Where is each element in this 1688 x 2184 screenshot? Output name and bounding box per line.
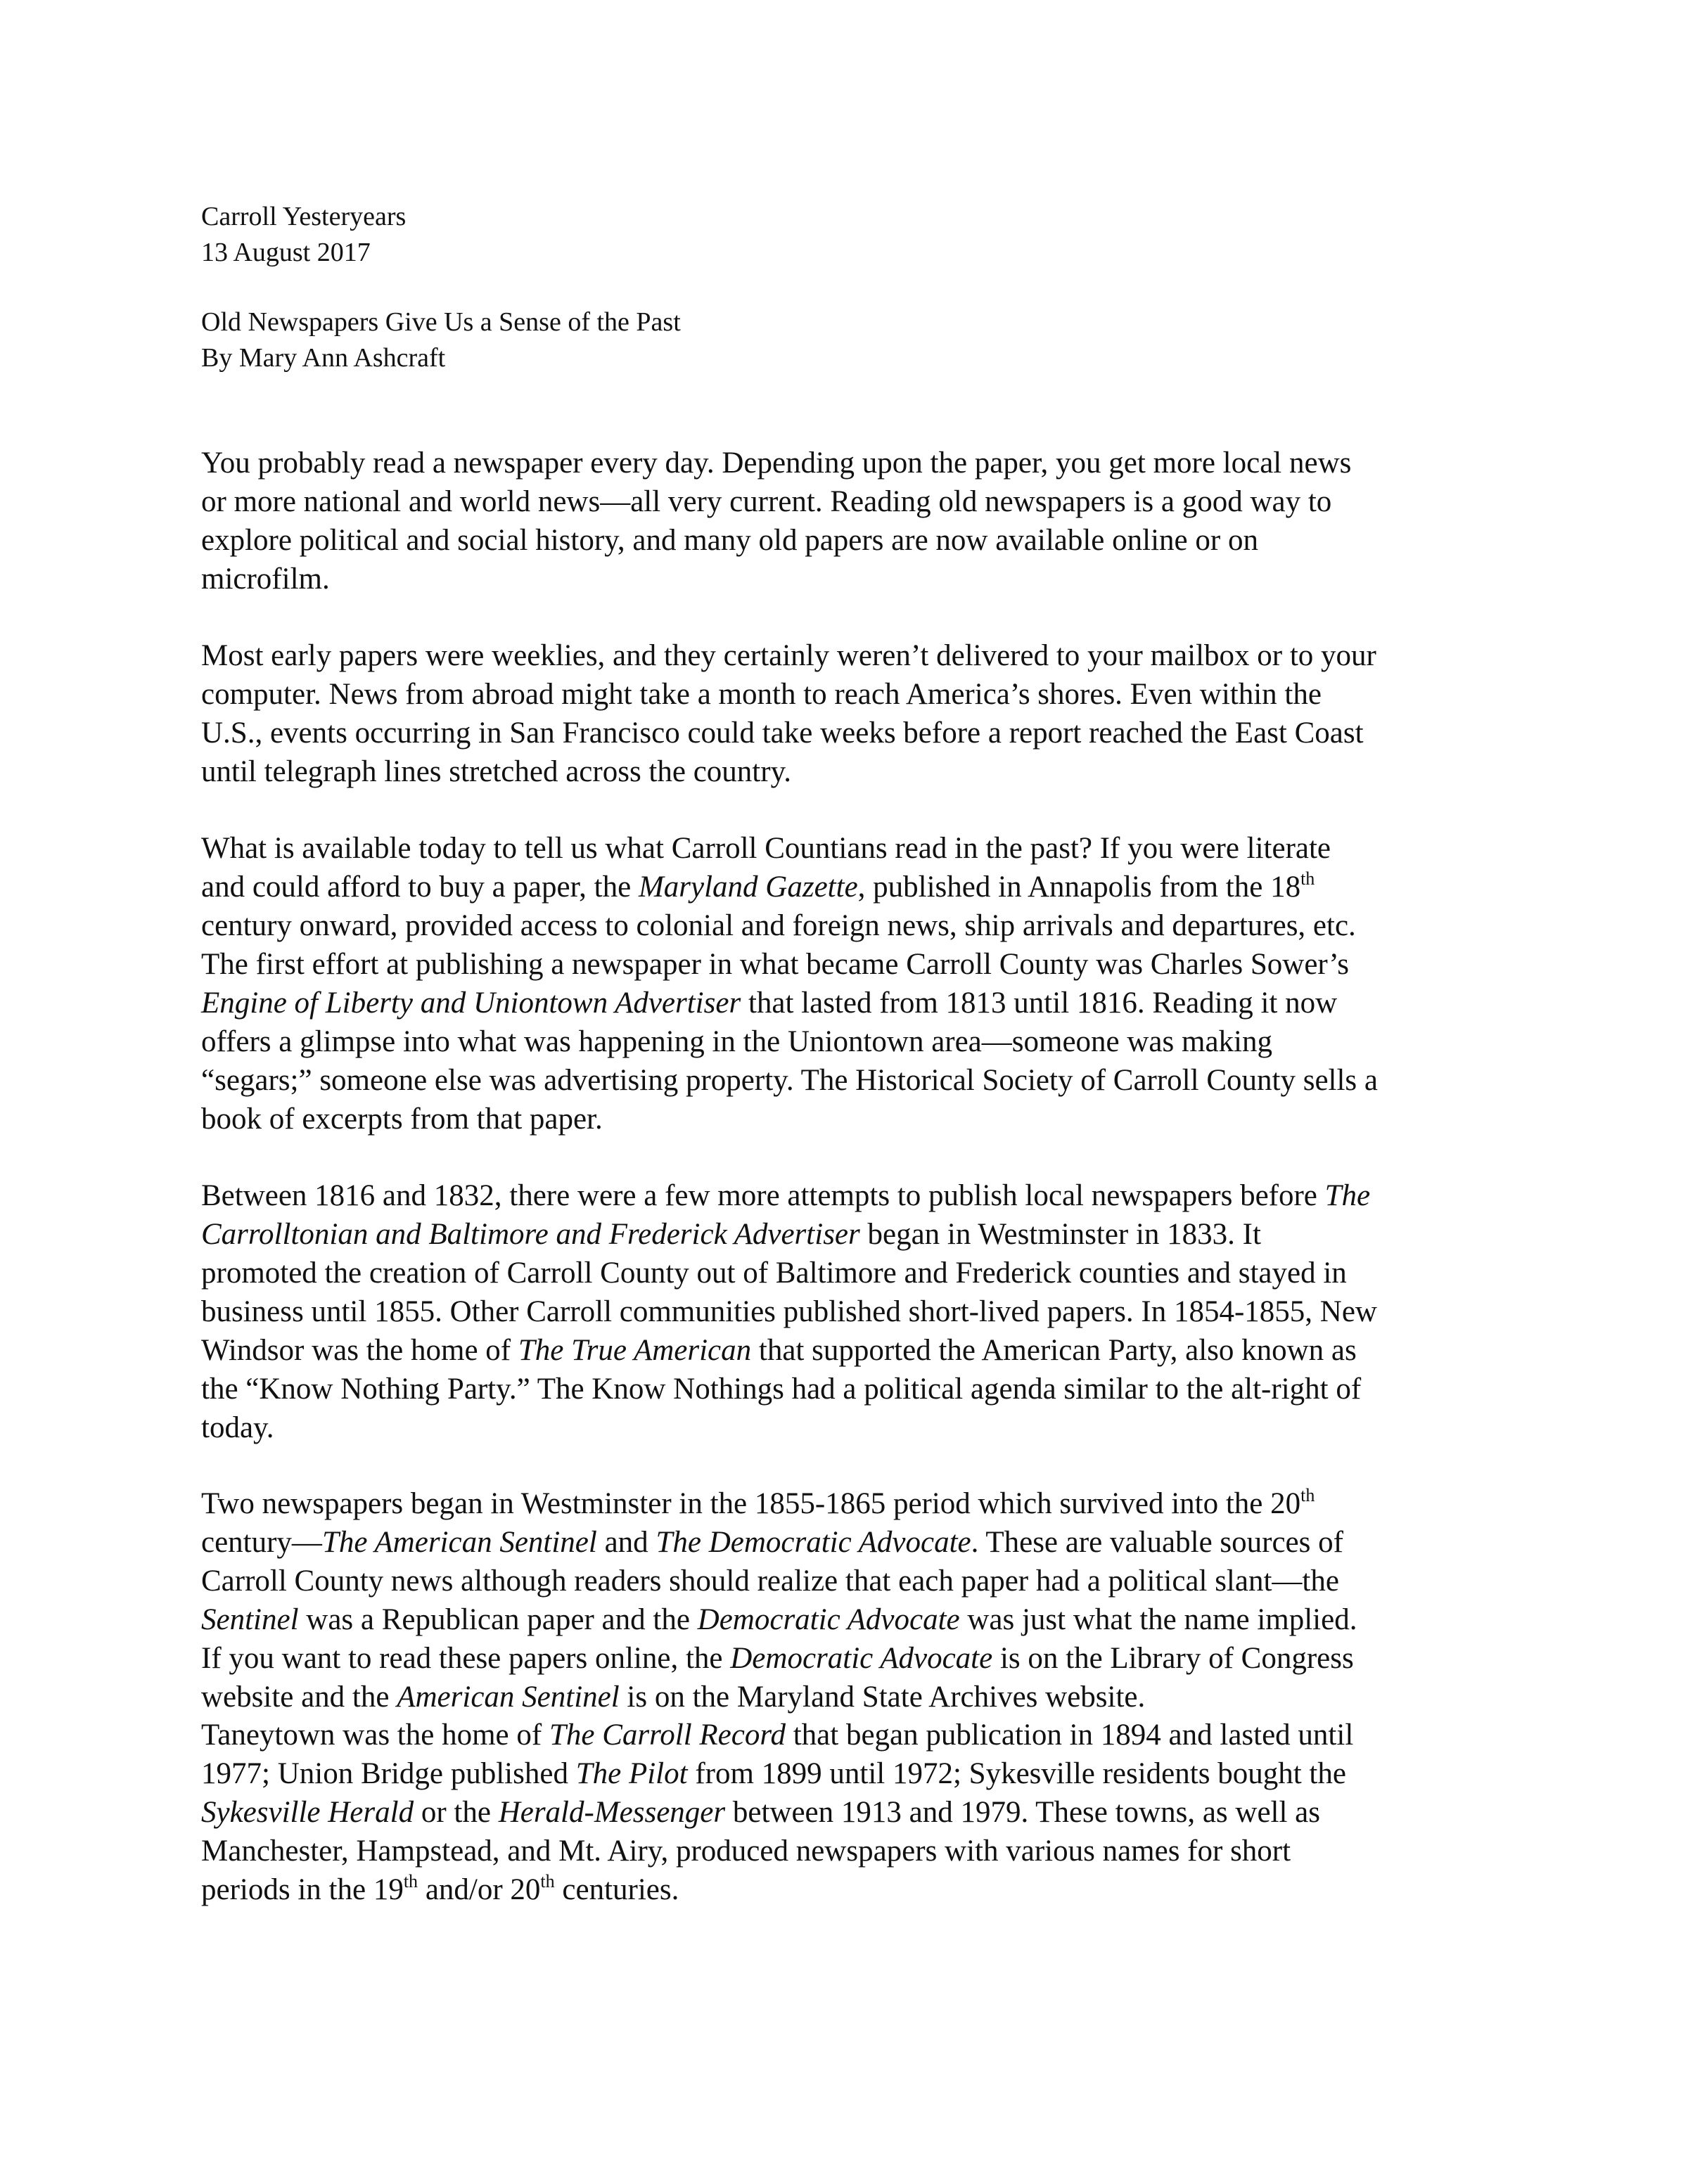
text-run: Most early papers were weeklies, and they certainly weren’t delivered to your mailbox or to your	[201, 639, 1376, 672]
text-line	[201, 1678, 1509, 1716]
text-line	[201, 1254, 1509, 1292]
text-line	[201, 1331, 1509, 1370]
text-line	[201, 945, 1509, 984]
text-line	[201, 984, 1509, 1022]
text-run: If you want to read these papers online, the	[201, 1642, 731, 1675]
ordinal-superscript: th	[1300, 1485, 1315, 1505]
body-paragraph	[201, 636, 1509, 791]
text-run: business until 1855. Other Carroll communities published short-lived papers. In 1854-1855, New	[201, 1295, 1377, 1328]
text-line	[201, 1832, 1509, 1870]
ordinal-superscript: th	[403, 1871, 418, 1891]
text-run: promoted the creation of Carroll County out of Baltimore and Frederick counties and stayed in	[201, 1257, 1347, 1290]
text-run: “segars;” someone else was advertising property. The Historical Society of Carroll County sells a	[201, 1064, 1378, 1097]
publication-name: Democratic Advocate	[697, 1603, 960, 1636]
text-line	[201, 829, 1509, 868]
text-run: What is available today to tell us what Carroll Countians read in the past? If you were literate	[201, 832, 1331, 865]
ordinal-superscript: th	[540, 1871, 555, 1891]
text-run: The first effort at publishing a newspaper in what became Carroll County was Charles Sower’s	[201, 948, 1350, 981]
text-run: or the	[414, 1796, 499, 1829]
text-run: and/or 20	[418, 1873, 541, 1906]
publication-name: The American Sentinel	[321, 1526, 597, 1559]
text-run: century onward, provided access to colonial and foreign news, ship arrivals and departures, etc.	[201, 909, 1356, 942]
text-line	[201, 1793, 1509, 1832]
text-run: until telegraph lines stretched across the country.	[201, 755, 792, 788]
text-run: Taneytown was the home of	[201, 1719, 549, 1752]
text-line	[201, 1716, 1509, 1754]
publication-date: 13 August 2017	[201, 238, 371, 267]
text-line	[201, 1408, 1509, 1447]
text-run: book of excerpts from that paper.	[201, 1103, 603, 1136]
text-run: century—	[201, 1526, 322, 1559]
text-line	[201, 1639, 1509, 1678]
text-run: began in Westminster in 1833. It	[859, 1218, 1261, 1251]
column-name: Carroll Yesteryears	[201, 202, 407, 231]
body-paragraph	[201, 829, 1509, 1138]
column-header	[201, 199, 1537, 271]
text-run: website and the	[201, 1681, 397, 1714]
publication-name: American Sentinel	[397, 1681, 620, 1714]
publication-name: Democratic Advocate	[730, 1642, 993, 1675]
publication-name: Herald-Messenger	[498, 1796, 726, 1829]
text-run: from 1899 until 1972; Sykesville residents bought the	[687, 1757, 1346, 1790]
text-run: that supported the American Party, also known as	[751, 1334, 1357, 1367]
body-paragraph	[201, 444, 1509, 598]
body-paragraph	[201, 1484, 1509, 1716]
text-run: is on the Maryland State Archives website.	[619, 1681, 1146, 1714]
text-line	[201, 482, 1509, 521]
text-line	[201, 444, 1509, 482]
text-line	[201, 1061, 1509, 1100]
text-line	[201, 1562, 1509, 1600]
text-run: or more national and world news—all very current. Reading old newspapers is a good way to	[201, 485, 1332, 518]
text-line	[201, 1484, 1509, 1523]
text-run: . These are valuable sources of	[971, 1526, 1343, 1559]
text-run: Windsor was the home of	[201, 1334, 518, 1367]
publication-name: The Pilot	[575, 1757, 688, 1790]
text-run: computer. News from abroad might take a month to reach America’s shores. Even within the	[201, 678, 1322, 711]
text-run: explore political and social history, and many old papers are now available online or on	[201, 524, 1258, 557]
publication-name: Carrolltonian and Baltimore and Frederick Advertiser	[201, 1218, 860, 1251]
text-line	[201, 1292, 1509, 1331]
text-run: between 1913 and 1979. These towns, as well as	[725, 1796, 1320, 1829]
body-paragraph	[201, 1716, 1509, 1909]
publication-name: The Carroll Record	[549, 1719, 786, 1752]
article-byline: By Mary Ann Ashcraft	[201, 343, 446, 373]
text-line	[201, 636, 1509, 675]
text-run: Between 1816 and 1832, there were a few more attempts to publish local newspapers before	[201, 1179, 1325, 1212]
article-title: Old Newspapers Give Us a Sense of the Past	[201, 307, 681, 337]
publication-name: The True American	[518, 1334, 752, 1367]
text-line	[201, 1370, 1509, 1408]
text-run: Carroll County news although readers should realize that each paper had a political slant—the	[201, 1565, 1339, 1598]
publication-name: The Democratic Advocate	[656, 1526, 971, 1559]
text-line	[201, 1870, 1509, 1909]
ordinal-superscript: th	[1300, 868, 1315, 889]
text-line	[201, 521, 1509, 560]
text-run: offers a glimpse into what was happening in the Uniontown area—someone was making	[201, 1025, 1272, 1058]
text-run: was a Republican paper and the	[298, 1603, 698, 1636]
text-run: Manchester, Hampstead, and Mt. Airy, produced newspapers with various names for short	[201, 1835, 1291, 1868]
text-line	[201, 1100, 1509, 1138]
text-line	[201, 906, 1509, 945]
text-line	[201, 752, 1509, 791]
text-run: 1977; Union Bridge published	[201, 1757, 576, 1790]
text-line	[201, 560, 1509, 598]
publication-name: Sentinel	[201, 1603, 299, 1636]
text-run: , published in Annapolis from the 18	[857, 871, 1301, 904]
text-line	[201, 714, 1509, 752]
text-line	[201, 1600, 1509, 1639]
text-run: centuries.	[554, 1873, 679, 1906]
text-run: today.	[201, 1411, 274, 1444]
text-run: U.S., events occurring in San Francisco could take weeks before a report reached the East Coast	[201, 717, 1364, 750]
publication-name: Maryland Gazette	[638, 871, 858, 904]
text-run: was just what the name implied.	[959, 1603, 1357, 1636]
text-run: You probably read a newspaper every day. Depending upon the paper, you get more local news	[201, 447, 1352, 480]
text-line	[201, 1754, 1509, 1793]
text-run: Two newspapers began in Westminster in the 1855-1865 period which survived into the 20	[201, 1487, 1301, 1520]
publication-name: The	[1324, 1179, 1371, 1212]
text-line	[201, 675, 1509, 714]
article-heading	[201, 304, 1537, 376]
text-run: is on the Library of Congress	[992, 1642, 1354, 1675]
text-run: and could afford to buy a paper, the	[201, 871, 639, 904]
text-run: that lasted from 1813 until 1816. Reading it now	[741, 987, 1338, 1020]
text-run: and	[596, 1526, 656, 1559]
publication-name: Engine of Liberty and Uniontown Advertiser	[201, 987, 741, 1020]
text-line	[201, 1523, 1509, 1562]
text-run: microfilm.	[201, 563, 330, 596]
text-line	[201, 868, 1509, 906]
text-line	[201, 1176, 1509, 1215]
text-run: periods in the 19	[201, 1873, 404, 1906]
publication-name: Sykesville Herald	[201, 1796, 414, 1829]
text-run: that began publication in 1894 and lasted until	[785, 1719, 1354, 1752]
text-run: the “Know Nothing Party.” The Know Nothings had a political agenda similar to the alt-right of	[201, 1373, 1362, 1406]
body-paragraph	[201, 1176, 1509, 1447]
text-line	[201, 1215, 1509, 1254]
text-line	[201, 1022, 1509, 1061]
